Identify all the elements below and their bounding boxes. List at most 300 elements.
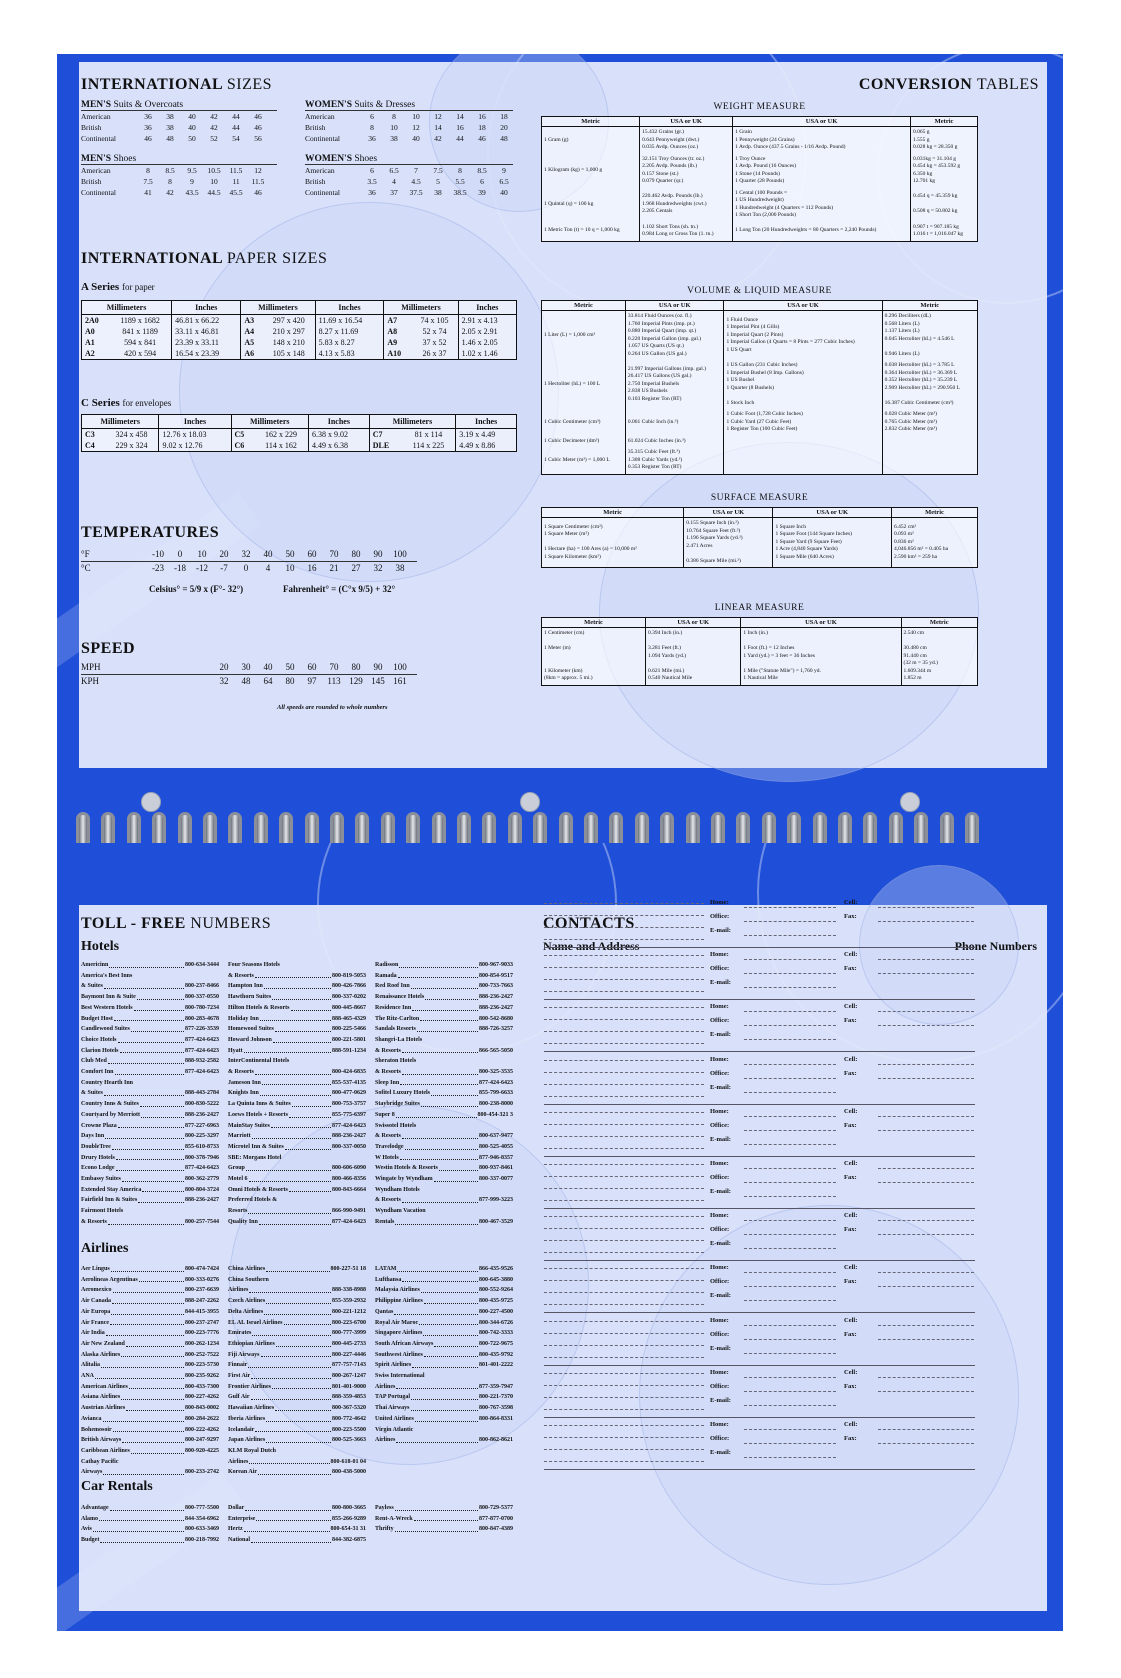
phone-field-line [878,1234,974,1235]
paper-millimeters: 1189 x 1682 [109,315,172,327]
size-value: 12 [254,166,262,175]
airline-entry-name: Aer Lingus [81,1266,110,1272]
mens-suits-heading [81,100,277,111]
airline-entry-phone: 800-767-3598 [479,1405,513,1412]
phone-field-line [878,1116,974,1117]
hotel-entry-name: Homewood Suites [228,1026,274,1033]
airline-entry [375,1414,513,1425]
car-rental-entry-phone: 800-729-5377 [479,1505,513,1511]
name-address-line [544,1096,704,1097]
paper-inches: 8.27 x 11.69 [315,326,384,337]
home-label: Home: [710,1316,729,1324]
hotel-entry [81,981,219,992]
paper-inches: 1.46 x 2.05 [458,337,516,348]
car-rental-entry-name: Dollar [228,1505,245,1511]
airline-entry-phone: 800-247-9297 [185,1437,219,1444]
airline-entry-name: ANA [81,1373,94,1380]
hotel-entry-phone: 877-424-6423 [185,1047,219,1054]
dot-leader [425,992,478,1000]
dot-leader [266,1435,331,1443]
size-region: Continental [305,188,340,197]
conversion-row [542,311,978,361]
airline-entry-phone: 800-227-51 18 [330,1266,366,1272]
usa-uk-cell: 1 Cubic Foot (1,728 Cubic Inches) 1 Cubic Yard (27 Cubic Feet) 1 Register Ton (100 Cubic Feet) [724,409,882,436]
car-rental-entry [375,1524,513,1535]
hotel-entry-phone: 888-591-1234 [332,1047,366,1054]
conversion-header: USA or UK [640,117,733,127]
hanger-hole [141,792,161,812]
dot-leader [121,1392,184,1400]
conversion-header: Metric [882,301,977,311]
airline-entry [228,1307,366,1318]
paper-size-code: C5 [231,429,254,441]
hotel-entry [228,1153,366,1164]
metric-cell: 1 Cubic Centimeter (cm³) [542,409,626,436]
dot-leader [122,1435,184,1443]
name-address-line [544,1268,704,1269]
size-value: 38 [390,134,398,143]
hotel-entry-name: & Suites [81,1090,103,1097]
usa-uk-cell: 1 Cental (100 Pounds = 1 US Hundredweight) 1 Hundredweight (4 Quarters = 112 Pounds) 1 Short Ton (2,000 Pounds) [733,188,911,222]
car-rental-entry-phone: 844-382-6875 [332,1537,366,1544]
metric-cell: 2.540 cm 30.480 cm 91.440 cm (32 m = 35 yd.) 1.609.344 m 1.852 m [901,628,978,686]
name-address-line [544,1019,704,1020]
dot-leader [412,1360,478,1368]
airline-entry-name: Spirit Airlines [375,1362,412,1369]
kph-row [81,676,411,686]
hotel-entry-name: Four Seasons Hotels [228,962,280,968]
car-rental-entry-name: Thrifty [375,1526,394,1533]
conversion-header: USA or UK [741,618,901,628]
name-address-line [544,1136,704,1137]
hotel-entry-name: Days Inn [81,1133,105,1140]
conversion-row [542,436,978,448]
size-row [305,122,517,133]
conversion-row [542,222,978,242]
paper-header: Millimeters [384,301,458,315]
hotel-entry-name: & Resorts [375,1069,401,1076]
dot-leader [423,1328,478,1336]
fahrenheit-value: 0 [177,549,183,559]
paper-row [82,440,517,452]
hotel-entry-name: & Resorts [375,1047,401,1054]
fax-label: Fax: [844,1226,857,1234]
celsius-value: 4 [265,563,271,573]
fax-label: Fax: [844,1017,857,1025]
paper-millimeters: 114 x 162 [254,440,308,452]
phone-field-line [744,1182,836,1183]
celsius-value: 16 [307,563,317,573]
fahrenheit-value: 20 [219,549,229,559]
fax-label: Fax: [844,1435,857,1442]
airline-entry [81,1318,219,1329]
dot-leader [126,1403,184,1411]
size-value: 7.5 [433,166,443,175]
name-address-line [544,1292,704,1293]
hotel-entry [375,1163,513,1174]
mph-row [81,662,411,672]
paper-title-light: PAPER SIZES [226,250,328,267]
hotel-entry-phone: 800-225-5466 [332,1026,366,1033]
hotel-entry-phone: 800-804-3724 [185,1186,219,1193]
mph-value: 90 [373,662,383,672]
usa-uk-cell: 0.394 Inch (in.) 3.281 Feet (ft.) 1.094 Yards (yd.) 0.621 Mile (mi.) 0.540 Nautical Mile [646,628,741,686]
hotel-entry [81,1046,219,1057]
hotel-entry-phone: 800-424-6835 [332,1069,366,1076]
airline-entry-name: Malaysia Airlines [375,1287,420,1294]
hotel-entry [375,1003,513,1014]
phone-field-line [878,921,974,922]
dot-leader [121,1350,184,1358]
airline-entry-name: Hawaiian Airlines [228,1405,275,1412]
email-label: E-mail: [710,1083,731,1091]
size-value: 40 [500,188,508,197]
cell-label: Cell: [844,1316,858,1324]
airline-entry-phone: 844-415-3955 [185,1308,219,1315]
a-series-heading [81,281,155,293]
sizes-title [81,76,272,94]
hotel-entry [228,1014,366,1025]
hotel-entry [375,1206,513,1217]
conversion-title [859,76,1039,94]
hotel-entry-name: Sheraton Hotels [375,1058,417,1065]
hotel-entry-name: Wingate by Wyndham [375,1176,433,1183]
airline-entry-name: Aeromexico [81,1287,112,1294]
hotel-entry [81,1206,219,1217]
size-value: 11.5 [251,177,265,186]
size-row [81,187,271,198]
airline-entry-phone: 877-359-7947 [479,1383,513,1390]
size-value: 8 [370,123,374,132]
mens-shoes [81,154,277,198]
airline-entry [81,1350,219,1361]
metric-cell: 1 Square Centimeter (cm²) 1 Square Meter (m²) 1 Hectare (ha) = 100 Ares (a) = 10,000 m² 1 Square Kilometer (km²) [542,518,684,568]
phone-field-line [744,959,836,960]
phone-field-line [744,1391,836,1392]
size-region: Continental [81,188,116,197]
airline-entry [81,1339,219,1350]
dot-leader [108,1056,184,1064]
airlines-heading: Airlines [81,1241,129,1256]
airline-entry-name: Ethiopian Airlines [228,1340,275,1347]
name-address-line [544,1031,704,1032]
phone-field-line [744,1168,836,1169]
car-rental-entry [81,1503,219,1514]
size-region: American [305,166,335,175]
hotel-entry [228,992,366,1003]
airline-entry [81,1307,219,1318]
hotel-entry-name: The Ritz-Carlton [375,1015,420,1022]
dot-leader [116,1163,184,1171]
airline-entry-phone: 866-435-9526 [479,1266,513,1272]
car-rental-entry [81,1535,219,1546]
dot-leader [116,1153,184,1161]
conversion-header: Metric [901,618,978,628]
airline-entry [375,1307,513,1318]
airline-entry [228,1425,366,1436]
volume-table [541,300,978,475]
usa-uk-cell: 1.102 Short Tons (sh. tn.) 0.984 Long or Gross Ton (1. tn.) [640,222,733,242]
paper-millimeters: 162 x 229 [254,429,308,441]
hotel-entry-name: & Suites [81,983,103,990]
hotel-entry-phone: 877-424-6423 [332,1122,366,1129]
airline-entry-phone: 800-223-6700 [332,1319,366,1326]
hotel-entry [228,981,366,992]
hotel-entry-phone: 855-775-6397 [332,1111,366,1118]
hotel-entry [81,1110,219,1121]
size-row [81,122,271,133]
dot-leader [434,1174,478,1182]
car-rental-entry [228,1514,366,1525]
hotel-entry-phone: 800-477-0629 [332,1090,366,1097]
home-label: Home: [710,1003,729,1011]
fahrenheit-values [147,549,411,559]
mens-shoes-heading [81,154,277,165]
dot-leader [420,1014,478,1022]
car-rental-entry-phone: 800-633-3469 [185,1526,219,1533]
hotel-entry [375,1195,513,1206]
dot-leader [115,1067,185,1075]
dot-leader [411,981,478,989]
airline-entry-phone: 888-338-8988 [332,1287,366,1294]
size-value: 8 [458,166,462,175]
size-value: 4.5 [411,177,421,186]
hanger-hole [900,792,920,812]
airline-entry-phone: 800-474-7424 [185,1266,219,1272]
size-value: 11 [232,177,240,186]
metric-cell: 1 Cubic Decimeter (dm³) [542,436,626,448]
paper-header-row [82,415,517,429]
hotel-entry-phone: 800-819-5053 [332,972,366,979]
airline-entry-phone: 800-223-7776 [185,1330,219,1337]
name-address-line [544,1449,704,1450]
contact-entry [544,1106,975,1157]
size-value: 6.5 [499,177,509,186]
name-address-line [544,939,704,940]
hotels-column-1 [81,960,219,1228]
conversion-title-light: TABLES [976,76,1039,93]
weight-title: WEIGHT MEASURE [713,102,806,112]
airline-entry [81,1457,219,1468]
dot-leader [118,1121,184,1129]
size-value: 44.5 [207,188,221,197]
paper-millimeters: 297 x 420 [263,315,315,327]
contact-separator [544,1156,975,1157]
contact-separator [544,1312,975,1313]
celsius-value: 27 [351,563,361,573]
size-value: 8 [392,112,396,121]
fahrenheit-row [81,549,411,559]
hotel-entry-phone: 800-830-5222 [185,1101,219,1108]
hotel-entry [228,1121,366,1132]
celsius-value: 10 [285,563,295,573]
airline-entry [228,1350,366,1361]
hotel-entry-name: Country Inns & Suites [81,1101,139,1108]
mph-value: 30 [241,662,251,672]
usa-uk-cell: 1 US Gallon (231 Cubic Inches) 1 Imperial Bushel (8 Imp. Gallons) 1 US Bushel 1 Quarter (8 Bushels) 1 Stock Inch [724,360,882,409]
paper-title-bold: INTERNATIONAL [81,250,223,267]
hotel-entry [81,1121,219,1132]
celsius-label: °C [81,563,91,573]
airline-entry-name: Iberia Airlines [228,1415,266,1422]
size-value: 36 [368,188,376,197]
conversion-header: USA or UK [733,117,911,127]
dot-leader [276,1339,331,1347]
airline-entry-phone: 800-843-0002 [185,1405,219,1412]
airline-entry [375,1360,513,1371]
kph-label: KPH [81,676,100,686]
airline-entry [375,1318,513,1329]
dot-leader [99,1514,184,1522]
fahrenheit-value: 70 [329,549,339,559]
dot-leader [260,1088,331,1096]
hotel-entry [228,1110,366,1121]
dot-leader [419,1318,478,1326]
dot-leader [273,1035,331,1043]
dot-leader [100,1535,184,1543]
dot-leader [266,1264,329,1272]
size-region: British [81,177,102,186]
airline-entry-phone: 800-221-1212 [332,1308,366,1315]
airline-entry [375,1264,513,1275]
airline-entry [228,1457,366,1468]
airline-entry-name: South African Airways [375,1340,434,1347]
size-value: 39 [478,188,486,197]
airline-entry-name: Airlines [228,1287,249,1294]
kph-value: 97 [307,676,317,686]
temp-divider [81,561,417,562]
airline-entry-phone: 800-772-4642 [332,1415,366,1422]
contact-separator [544,1260,975,1261]
conversion-header-row [542,117,978,127]
usa-uk-cell: 33.814 Fluid Ounces (oz. fl.) 1.760 Imperial Pints (imp. pt.) 0.880 Imperial Quart (imp. qt.) 0.220 Imperial Gallon (imp. gal.) 1.057 US Quarts (US qt.) 0.264 US Gallon (US gal.) [625,311,724,361]
phone-field-line [744,1325,836,1326]
phone-field-line [878,1286,974,1287]
contact-entry [544,1262,975,1313]
dot-leader [103,1467,184,1475]
metric-cell: 1 Liter (L) = 1,000 cm³ [542,311,626,361]
mens-suits [81,100,277,144]
paper-row [82,315,517,327]
dot-leader [402,1275,478,1283]
kph-value: 129 [349,676,363,686]
paper-header: Millimeters [82,301,172,315]
car-rental-entry [375,1503,513,1514]
dot-leader [266,1414,331,1422]
airline-entry-phone: 800-645-3880 [479,1276,513,1283]
size-value: 42 [210,123,218,132]
hotel-entry [81,1174,219,1185]
hotel-entry-phone: 877-999-3223 [479,1197,513,1204]
size-region: American [305,112,335,121]
name-address-line [544,979,704,980]
kph-value: 32 [219,676,229,686]
size-value: 38.5 [453,188,467,197]
hotel-entry-name: Fairmont Hotels [81,1208,124,1215]
dot-leader [137,992,184,1000]
name-address-line [544,1345,704,1346]
hotel-entry [375,1099,513,1110]
speed-divider [81,674,417,675]
hotel-entry-name: Renaissance Hotels [375,994,425,1001]
hotel-entry [375,1121,513,1132]
airline-entry-name: Thai Airways [375,1405,410,1412]
paper-millimeters: 324 x 458 [105,429,159,441]
contact-separator [544,1469,975,1470]
phone-field-line [878,1272,974,1273]
hotel-entry [228,1024,366,1035]
hotel-entry-phone: 800-454-321 3 [477,1111,513,1118]
name-address-line [544,1280,704,1281]
airline-entry [81,1435,219,1446]
paper-header: Inches [315,301,384,315]
hotel-entry-phone: 877-424-6423 [185,1069,219,1076]
size-value: 41 [144,188,152,197]
phone-field-line [878,1064,974,1065]
conversion-header-row [542,508,978,518]
office-label: Office: [710,913,730,920]
name-address-line [544,1200,704,1201]
hotel-entry-name: La Quinta Inns & Suites [228,1101,291,1108]
airline-entry [81,1360,219,1371]
hotel-entry-name: Red Roof Inn [375,983,410,990]
airline-entry [228,1264,366,1275]
hotel-entry-phone: 800-445-8667 [332,1004,366,1011]
airline-entry [228,1296,366,1307]
hotel-entry [228,1185,366,1196]
paper-inches: 9.02 x 12.76 [159,440,231,452]
phone-field-line [744,1443,836,1444]
airline-entry-name: TAP Portugal [375,1394,411,1401]
metric-cell: 0.454 q = 45.359 kg 0.508 q = 50.802 kg [911,188,978,222]
dot-leader [284,1318,331,1326]
fahrenheit-value: -10 [152,549,164,559]
conversion-header: USA or UK [724,301,882,311]
paper-header: Inches [172,301,241,315]
airline-entry [81,1328,219,1339]
phone-field-line [744,1025,836,1026]
dot-leader [396,1110,477,1118]
airline-entry [375,1285,513,1296]
womens-suits-heading [305,100,513,111]
size-value: 9.5 [187,166,197,175]
hotel-entry-phone: 800-378-7946 [185,1154,219,1161]
hotel-entry-phone: 800-525-4055 [479,1143,513,1150]
size-value: 12 [434,112,442,121]
airline-entry [228,1328,366,1339]
womens-suits-head-bold: WOMEN'S [305,100,352,110]
size-value: 7 [414,166,418,175]
size-value: 46 [254,188,262,197]
phone-field-line [744,935,836,936]
airline-entry [228,1467,366,1478]
a-series-table [81,300,517,360]
hotel-entry [375,1153,513,1164]
size-value: 50 [188,134,196,143]
hotel-entry-phone: 855-610-8733 [185,1143,219,1150]
name-address-line [544,991,704,992]
paper-size-code: C3 [82,429,105,441]
hotel-entry [228,1195,366,1206]
dot-leader [131,1446,184,1454]
dot-leader [395,1524,478,1532]
hotel-entry-phone: 800-283-4678 [185,1015,219,1022]
size-region: British [305,123,326,132]
airline-entry [81,1392,219,1403]
mens-suits-head-bold: MEN'S [81,100,112,110]
airline-entry [375,1382,513,1393]
paper-millimeters: 114 x 225 [402,440,456,452]
